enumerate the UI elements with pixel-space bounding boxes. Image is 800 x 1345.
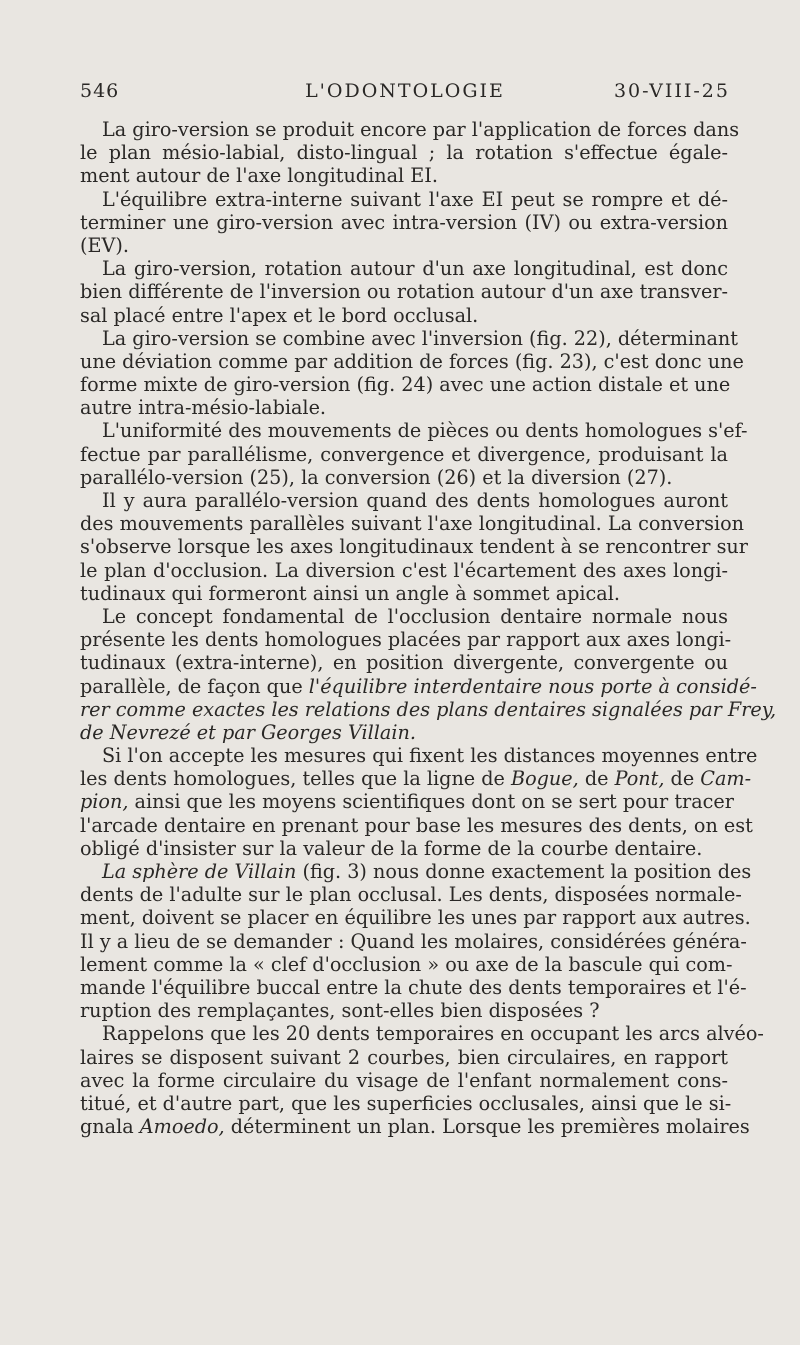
- italic-text: pion,: [80, 790, 129, 814]
- text-run: tudinaux qui formeront ainsi un angle à sommet apical.: [80, 581, 620, 605]
- text-line: [80, 234, 728, 257]
- text-line: [80, 164, 728, 187]
- text-line: [80, 628, 732, 652]
- text-line: [80, 1115, 750, 1139]
- text-run: dents de l'adulte sur le plan occlusal. Les dents, disposées normale-: [80, 883, 742, 907]
- text-line: [80, 535, 748, 559]
- text-line: [80, 188, 728, 211]
- text-run: L'équilibre extra-interne suivant l'axe EI peut se rompre et dé-: [102, 187, 728, 211]
- text-run: Rappelons que les 20 dents temporaires en occupant les arcs alvéo-: [102, 1022, 764, 1046]
- text-line: [80, 697, 777, 721]
- text-run: gnala: [80, 1115, 140, 1139]
- text-run: s'observe lorsque les axes longitudinaux tendent à se rencontrer sur: [80, 535, 748, 559]
- text-run: La giro-version se combine avec l'inversion (fig. 22), déterminant: [102, 326, 738, 350]
- italic-text: rer comme exactes les relations des plans dentaires signalées par Frey,: [80, 697, 777, 721]
- text-line: [80, 605, 728, 628]
- text-line: [80, 906, 751, 930]
- text-run: mande l'équilibre buccal entre la chute des dents temporaires et l'é-: [80, 975, 747, 999]
- text-run: présente les dents homologues placées par rapport aux axes longi-: [80, 628, 732, 652]
- text-run: Le concept fondamental de l'occlusion dentaire normale nous: [102, 604, 728, 628]
- text-line: [80, 349, 744, 373]
- text-line: [80, 326, 738, 350]
- text-run: La giro-version, rotation autour d'un axe longitudinal, est donc: [102, 257, 728, 281]
- text-line: [80, 1091, 732, 1115]
- text-line: [80, 674, 757, 698]
- text-run: (EV).: [80, 233, 129, 257]
- running-header: [80, 80, 730, 110]
- text-run: fectue par parallélisme, convergence et divergence, produisant la: [80, 442, 728, 466]
- text-line: [80, 443, 728, 466]
- text-run: L'uniformité des mouvements de pièces ou dents homologues s'ef-: [102, 419, 748, 443]
- text-line: [80, 1046, 728, 1069]
- text-run: l'arcade dentaire en prenant pour base les mesures des dents, on est: [80, 813, 753, 837]
- text-run: des mouvements parallèles suivant l'axe longitudinal. La conversion: [80, 512, 745, 536]
- text-line: [80, 512, 745, 536]
- text-line: [80, 767, 752, 791]
- text-line: [80, 744, 758, 768]
- text-run: de: [578, 767, 615, 791]
- text-line: [80, 559, 728, 582]
- text-run: Il y a lieu de se demander : Quand les molaires, considérées généra-: [80, 929, 747, 953]
- text-line: [80, 999, 728, 1022]
- text-run: déterminent un plan. Lorsque les premières molaires: [224, 1115, 750, 1139]
- text-run: laires se disposent suivant 2 courbes, bien circulaires, en rapport: [80, 1045, 728, 1069]
- text-run: titué, et d'autre part, que les superficies occlusales, ainsi que le si-: [80, 1091, 732, 1115]
- text-line: [80, 280, 728, 303]
- text-line: [80, 813, 753, 837]
- text-line: [80, 419, 748, 443]
- text-run: une déviation comme par addition de forces (fig. 23), c'est donc une: [80, 349, 744, 373]
- italic-text: Pont,: [614, 767, 665, 791]
- text-run: parallélo-version (25), la conversion (26) et la diversion (27).: [80, 465, 673, 489]
- text-run: sal placé entre l'apex et le bord occlusal.: [80, 303, 479, 327]
- italic-text: Amoedo,: [139, 1115, 225, 1139]
- text-line: [80, 1069, 728, 1092]
- text-run: bien différente de l'inversion ou rotation autour d'un axe transver-: [80, 280, 728, 304]
- italic-text: Cam-: [700, 767, 752, 791]
- text-run: avec la forme circulaire du visage de l'enfant normalement cons-: [80, 1068, 728, 1092]
- text-run: autre intra-mésio-labiale.: [80, 396, 327, 420]
- text-line: [80, 1022, 764, 1046]
- italic-text: Bogue,: [511, 767, 579, 791]
- text-run: La giro-version se produit encore par l'application de forces dans: [102, 118, 740, 141]
- text-line: [80, 582, 728, 605]
- issue-date: 30-VIII-25: [613, 80, 730, 102]
- text-run: les dents homologues, telles que la ligne de: [80, 767, 511, 791]
- text-run: terminer une giro-version avec intra-version (IV) ou extra-version: [80, 210, 728, 234]
- text-run: Si l'on accepte les mesures qui fixent les distances moyennes entre: [102, 744, 758, 768]
- text-run: le plan d'occlusion. La diversion c'est l'écartement des axes longi-: [80, 558, 728, 582]
- text-run: ruption des remplaçantes, sont-elles bien disposées ?: [80, 999, 600, 1023]
- text-run: forme mixte de giro-version (fig. 24) avec une action distale et une: [80, 373, 731, 397]
- text-line: [80, 396, 728, 419]
- text-run: obligé d'insister sur la valeur de la forme de la courbe dentaire.: [80, 836, 703, 860]
- text-run: ainsi que les moyens scientifiques dont on se sert pour tracer: [128, 790, 734, 814]
- text-line: [80, 257, 728, 280]
- text-run: Il y aura parallélo-version quand des dents homologues auront: [102, 489, 728, 512]
- text-line: [80, 211, 728, 234]
- text-line: [80, 373, 731, 397]
- text-line: [80, 466, 728, 489]
- italic-text: l'équilibre interdentaire nous porte à considé-: [308, 674, 757, 698]
- text-line: [80, 929, 747, 953]
- text-line: [80, 721, 728, 744]
- journal-title: L'ODONTOLOGIE: [305, 80, 505, 102]
- text-line: [80, 489, 728, 512]
- italic-text: La sphère de Villain: [102, 860, 297, 883]
- text-line: [80, 975, 747, 999]
- italic-text: de Nevrezé et par Georges Villain.: [80, 720, 416, 744]
- text-line: [80, 141, 728, 164]
- text-line: [80, 883, 742, 907]
- page-number: 546: [80, 80, 120, 102]
- text-run: de: [664, 767, 701, 791]
- text-line: [80, 118, 740, 141]
- text-line: [80, 860, 752, 883]
- text-run: parallèle, de façon que: [80, 674, 309, 698]
- text-run: lement comme la « clef d'occlusion » ou axe de la bascule qui com-: [80, 952, 733, 976]
- text-line: [80, 790, 734, 814]
- text-run: le plan mésio-labial, disto-lingual ; la rotation s'effectue égale-: [80, 141, 728, 165]
- text-run: ment autour de l'axe longitudinal EI.: [80, 164, 438, 188]
- body-text: [80, 118, 777, 1139]
- text-line: [80, 651, 728, 674]
- text-run: ment, doivent se placer en équilibre les unes par rapport aux autres.: [80, 906, 751, 930]
- text-line: [80, 952, 733, 976]
- text-run: tudinaux (extra-interne), en position divergente, convergente ou: [80, 651, 728, 675]
- text-run: (fig. 3) nous donne exactement la position des: [296, 860, 752, 883]
- text-line: [80, 837, 728, 860]
- text-line: [80, 304, 728, 327]
